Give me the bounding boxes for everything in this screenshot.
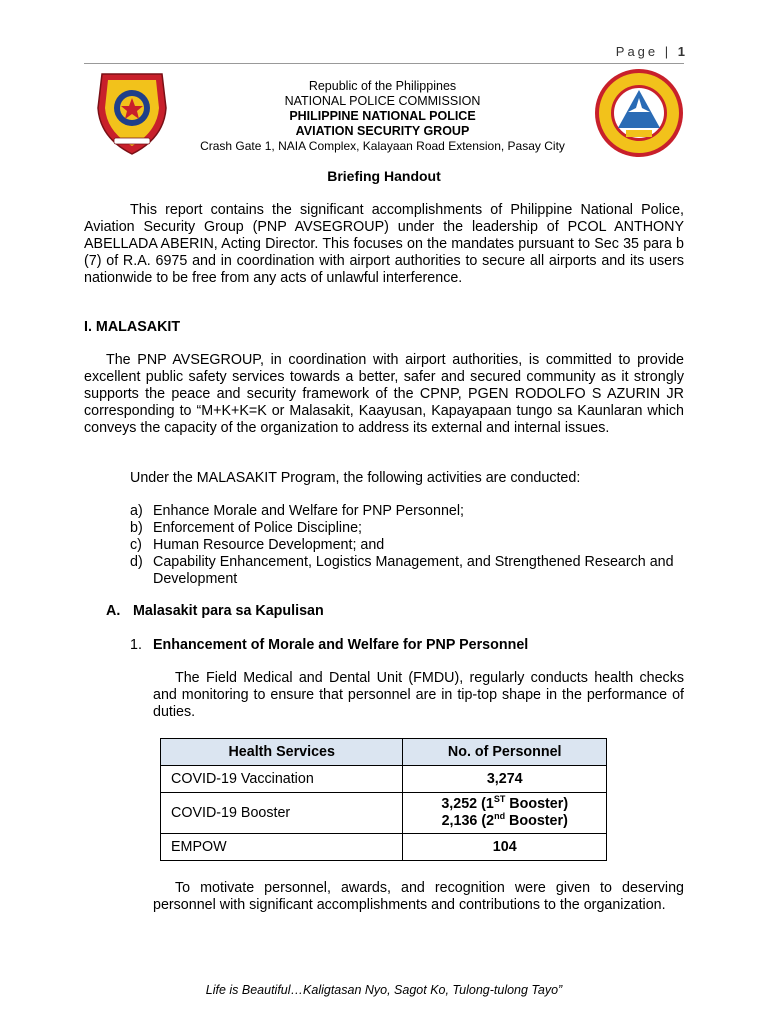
fmdu-paragraph: The Field Medical and Dental Unit (FMDU), regularly conducts health checks and monitoring to ensure that personnel are in tip-top shape in the performance of duties. — [153, 670, 684, 720]
table-cell-service: EMPOW — [161, 834, 403, 861]
page-number-value: 1 — [677, 44, 685, 59]
subsection-label: A. — [106, 603, 121, 619]
item-heading-1 — [130, 637, 528, 653]
document-title: Briefing Handout — [327, 168, 441, 184]
health-services-table — [160, 738, 607, 861]
letterhead-napolcom: NATIONAL POLICE COMMISSION — [284, 94, 481, 108]
list-item — [130, 503, 690, 520]
list-item-text: Capability Enhancement, Logistics Management, and Strengthened Research and Development — [153, 554, 674, 587]
subsection-heading-a — [106, 603, 324, 619]
table-header-row — [161, 739, 607, 766]
list-item — [130, 520, 690, 537]
letterhead-address: Crash Gate 1, NAIA Complex, Kalayaan Road Extension, Pasay City — [200, 139, 565, 153]
table-cell-count — [403, 793, 607, 834]
list-item-text: Human Resource Development; and — [153, 537, 385, 553]
column-header-health-services: Health Services — [161, 739, 403, 766]
letterhead-avsegroup: AVIATION SECURITY GROUP — [295, 124, 470, 138]
list-item-label: d) — [130, 554, 143, 570]
table-cell-count: 104 — [403, 834, 607, 861]
table-row — [161, 793, 607, 834]
intro-paragraph: This report contains the significant accomplishments of Philippine National Police, Aviation Security Group (PNP AVSEGROUP) under the leadership of PCOL ANTHONY ABELLADA ABERIN, Acting Director. This focuses on the mandates pursuant to Sec 35 para b (7) of R.A. 6975 and in coordination with airport authorities to secure all airports and its users nationwide to be free from any acts of unlawful interference. — [84, 202, 684, 286]
item-label: 1. — [130, 637, 142, 653]
footer-motto: Life is Beautiful…Kaligtasan Nyo, Sagot Ko, Tulong-tulong Tayo” — [205, 983, 563, 997]
letterhead-pnp: PHILIPPINE NATIONAL POLICE — [289, 109, 476, 123]
list-item-text: Enhance Morale and Welfare for PNP Personnel; — [153, 503, 464, 519]
letterhead — [170, 79, 595, 154]
program-intro: Under the MALASAKIT Program, the following activities are conducted: — [130, 470, 581, 486]
pnp-seal-logo — [94, 68, 170, 156]
table-row — [161, 834, 607, 861]
booster-second: 2,136 (2nd Booster) — [441, 811, 568, 829]
closing-paragraph: To motivate personnel, awards, and recognition were given to deserving personnel with significant accomplishments and contributions to the organization. — [153, 880, 684, 913]
activities-list — [130, 503, 690, 588]
subsection-title: Malasakit para sa Kapulisan — [133, 603, 324, 619]
list-item-label: b) — [130, 520, 143, 536]
avsegroup-seal-logo — [590, 68, 688, 158]
table-cell-count: 3,274 — [403, 766, 607, 793]
list-item — [130, 537, 690, 554]
list-item-label: a) — [130, 503, 143, 519]
page-label: Page — [615, 44, 659, 59]
table-cell-service: COVID-19 Booster — [161, 793, 403, 834]
list-item-text: Enforcement of Police Discipline; — [153, 520, 362, 536]
malasakit-paragraph: The PNP AVSEGROUP, in coordination with airport authorities, is committed to provide excellent public safety services towards a better, safer and secured community as it strongly supports the peace and security framework of the CPNP, PGEN RODOLFO S AZURIN JR corresponding to “M+K+K=K or Malasakit, Kaayusan, Kapayapaan tungo sa Kaunlaran which conveys the capacity of the organization to address its external and internal issues. — [84, 352, 684, 436]
table-cell-service: COVID-19 Vaccination — [161, 766, 403, 793]
section-heading-malasakit: I. MALASAKIT — [84, 319, 181, 335]
page-number: Page | 1 — [615, 44, 685, 59]
table-row — [161, 766, 607, 793]
booster-first: 3,252 (1ST Booster) — [441, 794, 569, 812]
header-rule — [84, 63, 684, 64]
item-title: Enhancement of Morale and Welfare for PNP Personnel — [153, 637, 529, 653]
column-header-personnel: No. of Personnel — [403, 739, 607, 766]
letterhead-republic: Republic of the Philippines — [308, 79, 457, 93]
list-item-label: c) — [130, 537, 142, 553]
list-item — [130, 554, 690, 588]
